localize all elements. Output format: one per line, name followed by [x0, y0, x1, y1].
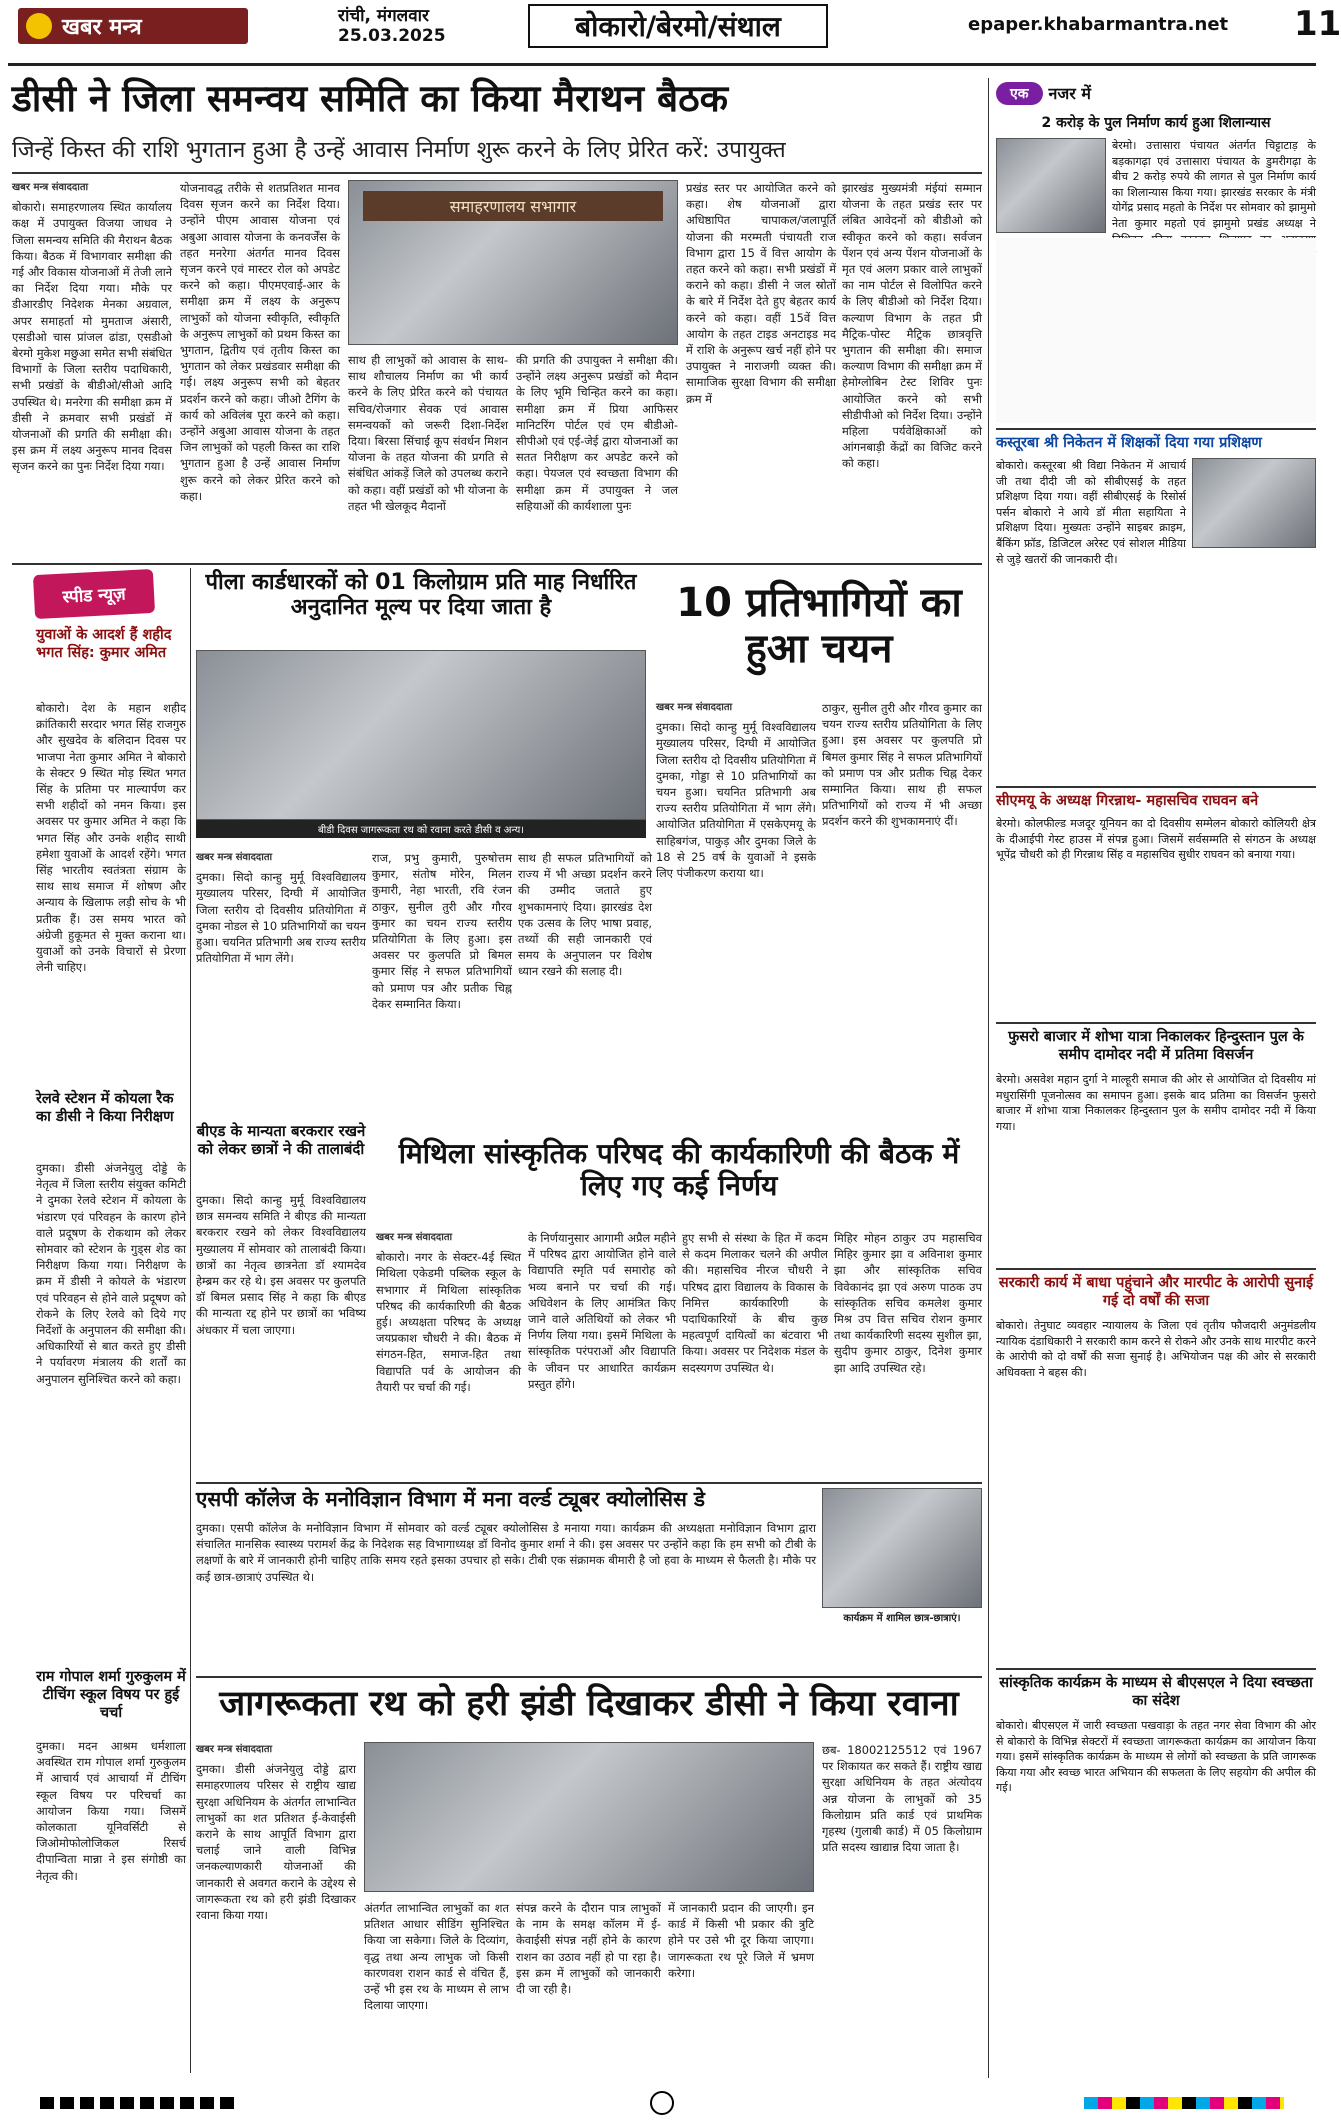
pratibha-column-2: ठाकुर, सुनील तुरी और गौरव कुमार का चयन राज्य स्तरीय प्रतियोगिता के लिए हुआ। इस अवसर पर कुलपति प्रो बिमल कुमार सिंह ने सफल प्रतिभागियों को प्रमाण पत्र और प्रतीक चिह्न देकर सम्मानित किया। साथ ही सफल प्रतिभागियों को राज्य में भी अच्छा प्रदर्शन करने की शुभकामनाएं दीं। — [822, 701, 982, 829]
divider — [996, 1022, 1316, 1024]
print-registration-bar — [0, 2088, 1324, 2118]
pratibha-column-1: खबर मन्त्र संवाददाता दुमका। सिदो कान्हु मुर्मू विश्वविद्यालय मुख्यालय परिसर, दिग्घी में आयोजित जिला स्तरीय दो दिवसीय प्रतियोगिता में दुमका, गोड्डा से 10 प्रतिभागियों का चयन हुआ। चयनित प्रतिभागी अब राज्य स्तरीय प्रतियोगिता में भाग लेंगे। आयोजित प्रतियोगिता में एसकेएमयू के साहिबगंज, पाकुड़ और दुमका जिले के 18 से 25 वर्ष के युवाओं ने इसके लिए पंजीकरण कराया था। — [656, 702, 816, 881]
color-bar-left — [40, 2097, 240, 2109]
tb-story: दुमका। एसपी कॉलेज के मनोविज्ञान विभाग में सोमवार को वर्ल्ड ट्यूबर क्योलोसिस डे मनाया गया। कार्यक्रम की अध्यक्षता मनोविज्ञान विभाग द्वारा संचालित मानसिक स्वास्थ्य परामर्श केंद्र के निदेशक सह विभागाध्यक्ष डॉ विनोद कुमार शर्मा ने की। इस अवसर पर उन्होंने कहा कि हम सभी को टीबी के लक्षणों के बारे में जानकारी होनी चाहिए ताकि समय रहते इसका उपचार हो सके। टीबी एक संक्रामक बीमारी है जो हवा के माध्यम से फैलती है। मौके पर कई छात्र-छात्राएं उपस्थित थे। — [196, 1521, 816, 1584]
divider — [196, 1482, 982, 1484]
rath-column-4: में जानकारी प्रदान की जाएगी। इन कार्ड में किसी भी प्रकार की त्रुटि होने पर उसे भी दूर किया जाएगा। जागरूकता रथ पूरे जिले में भ्रमण करेगा। — [668, 1901, 814, 1980]
mithila-column-2: के निर्णयानुसार आगामी अप्रैल महीने में परिषद द्वारा आयोजित होने वाले विद्यापति स्मृति पर्व समारोह को भव्य बनाने पर चर्चा की गई। अधिवेशन के लिए आमंत्रित किए जाने वाले अतिथियों को लेकर भी निर्णय लिया गया। इसमें मिथिला के सांस्कृतिक परंपराओं और विद्यापति के जीवन पर आधारित कार्यक्रम प्रस्तुत होंगे। — [528, 1231, 676, 1391]
lead-headline: डीसी ने जिला समन्वय समिति का किया मैराथन बैठक — [12, 77, 728, 120]
rath-headline: जागरूकता रथ को हरी झंडी दिखाकर डीसी ने किया रवाना — [219, 1684, 959, 1724]
nazar-tag: नजर में — [1048, 84, 1091, 103]
mithila-column-4: मिहिर मोहन ठाकुर उप महासचिव मिहिर कुमार झा व अविनाश कुमार झा और सांस्कृतिक सचिव विवेकानंद झा एवं अरुण पाठक उप सांस्कृतिक सचिव कमलेश कुमार मिश्र उप वित्त सचिव रोशन कुमार तथा कार्यकारिणी सदस्य सुशील झा, सुदीप कुमार ठाकुर, दिनेश कुमार झा आदि उपस्थित रहे। — [834, 1231, 982, 1375]
column-divider — [988, 78, 989, 2078]
masthead — [8, 0, 1341, 66]
rath-column-1: खबर मन्त्र संवाददाता दुमका। डीसी अंजनेयुलु दोड्डे द्वारा समाहरणालय परिसर से राष्ट्रीय खाद्य सुरक्षा अधिनियम के अंतर्गत लाभान्वित लाभुकों का शत प्रतिशत ई-केवाईसी कराने के साथ आपूर्ति विभाग द्वारा चलाई जाने वाली विभिन्न जनकल्याणकारी योजनाओं की जानकारी से अवगत कराने के उद्देश्य से जागरूकता रथ को हरी झंडी दिखाकर रवाना किया गया। — [196, 1744, 356, 1923]
divider — [996, 428, 1316, 430]
pratibha-column-4: राज, प्रभु कुमारी, पुरुषोत्तम कुमार, संतोष मोरेन, मिलन कुमारी, नेहा भारती, रवि रंजन ठाकुर, सुनील तुरी और गौरव कुमार का चयन राज्य स्तरीय प्रतियोगिता के लिए हुआ। इस अवसर पर कुलपति प्रो बिमल कुमार सिंह ने सफल प्रतिभागियों को प्रमाण पत्र और प्रतीक चिह्न देकर सम्मानित किया। — [372, 851, 512, 1011]
epaper-url[interactable]: epaper.khabarmantra.net — [968, 14, 1229, 35]
speed-headline-2: रेलवे स्टेशन में कोयला रैक का डीसी ने किया निरीक्षण — [36, 1091, 174, 1125]
rath-column-3: संपन्न करने के दौरान पात्र लाभुकों के नाम के समक्ष कॉलम में ई-केवाईसी संपन्न नहीं होने के कारण राशन का उठाव नहीं हो पा रहा है। इस क्रम में लाभुकों को जानकारी दी जा रही है। — [516, 1901, 661, 1997]
pratibha-column-3: खबर मन्त्र संवाददाता दुमका। सिदो कान्हु मुर्मू विश्वविद्यालय मुख्यालय परिसर, दिग्घी में आयोजित जिला स्तरीय दो दिवसीय प्रतियोगिता में दुमका नोडल से 10 प्रतिभागियों का चयन हुआ। चयनित प्रतिभागी अब राज्य स्तरीय प्रतियोगिता में भाग लेंगे। — [196, 852, 366, 966]
right-story-4: बेरमो। असवेश महान दुर्गा ने माल्हूरी समाज की ओर से आयोजित दो दिवसीय मां मधुरासिंगी पूजनोत्सव का समापन हुआ। इसके बाद प्रतिमा का विसर्जन फुसरो बाजार में शोभा यात्रा निकालकर हिन्दुस्तान पुल के समीप दामोदर नदी में किया गया। — [996, 1073, 1316, 1133]
bed-story: दुमका। सिदो कान्हु मुर्मू विश्वविद्यालय छात्र समन्वय समिति ने बीएड की मान्यता बरकरार रखने को लेकर विश्वविद्यालय मुख्यालय में सोमवार को तालाबंदी किया। छात्रों का नेतृत्व छात्रनेता डॉ श्यामदेव हेम्ब्रम कर रहे थे। इस अवसर पर कुलपति डॉ बिमल प्रसाद सिंह ने कहा कि बीएड की मान्यता रद्द होने पर छात्रों का भविष्य अंधकार में चला जाएगा। — [196, 1193, 366, 1337]
lead-column-3: साथ ही लाभुकों को आवास के साथ- साथ शौचालय निर्माण का भी कार्य करने के लिए प्रेरित करने को पंचायत सचिव/रोजगार सेवक एवं आवास समन्वयकों को जरूरी दिशा-निर्देश दिया। बिरसा सिंचाई कूप संवर्धन मिशन योजना के तहत योजना की प्रगति से संबंधित आंकड़ें जिले को उपलब्ध कराने को कहा। वहीं प्रखंडों को भी योजना के तहत भी खेलकूद मैदानों — [348, 353, 508, 513]
speed-story-3: दुमका। मदन आश्रम धर्मशाला अवस्थित राम गोपाल शर्मा गुरुकुलम में आचार्य एवं आचार्या में टीचिंग स्कूल विषय पर परिचर्चा का आयोजन किया गया। जिसमें कोलकाता यूनिवर्सिटी से जिओमोफोलोजिकल रिसर्च दीपान्विता मान्ना ने इस संगोष्ठी का नेतृत्व की। — [36, 1739, 186, 1883]
speed-news-badge: स्पीड न्यूज़ — [33, 569, 155, 619]
logo-mark-icon — [26, 13, 52, 39]
lead-subheadline: जिन्हें किस्त की राशि भुगतान हुआ है उन्हें आवास निर्माण शुरू करने के लिए प्रेरित करें: उपायुक्त — [12, 137, 786, 163]
right-headline-3: सीएमयू के अध्यक्ष गिरन्नाथ- महासचिव राघवन बने — [996, 793, 1259, 809]
divider — [996, 1668, 1316, 1670]
speed-headline-1: युवाओं के आदर्श हैं शहीद भगत सिंह: कुमार अमित — [36, 627, 172, 661]
speed-story-2: दुमका। डीसी अंजनेयुलु दोड्डे के नेतृत्व में जिला स्तरीय संयुक्त कमिटी ने दुमका रेलवे स्टेशन में कोयला के भंडारण एवं परिवहन के कारण होने वाले प्रदूषण के रोकथाम को लेकर सोमवार को स्टेशन के गुड्स शेड का निरीक्षण किया गया। निरीक्षण के क्रम में डीसी ने कोयले के भंडारण एवं परिवहन से होने वाले प्रदूषण को रोकने के लिए रेलवे को दिये गए निर्देशों के अनुपालन की समीक्षा की। अधिकारियों से बात करते हुए डीसी ने पर्यावरण मंत्रालय की शर्तों का अनुपालन सुनिश्चित करने को कहा। — [36, 1161, 186, 1386]
right-story-3: बेरमो। कोलफील्ड मजदूर यूनियन का दो दिवसीय सम्मेलन बोकारो कोलियरी क्षेत्र के दीआईपी गेस्ट हाउस में संपन्न हुआ। जिसमें सर्वसम्मति से संगठन के अध्यक्ष भूपेंद्र चौधरी को ही गिरन्नाथ सिंह व महासचिव सुधीर राघवन को बनाया गया। — [996, 817, 1316, 862]
divider — [996, 1268, 1316, 1270]
divider — [996, 786, 1316, 788]
right-headline-2: कस्तूरबा श्री निकेतन में शिक्षकों दिया गया प्रशिक्षण — [996, 435, 1262, 451]
ek-nazar-banner — [996, 80, 1316, 106]
lead-column-6: झारखंड मुख्यमंत्री मंईयां सम्मान योजना के तहत प्रखंड स्तर पर लंबित आवेदनों को बीडीओ को स्वीकृत करने को कहा। सर्वजन पेंशन एवं अन्य पेंशन योजनाओं के मृत एवं अलग प्रकार वाले लाभुकों का नाम पोर्टल से विलोपित करने के लिए बीडीओ को निर्देश दिया। कल्याण विभाग के तहत प्री मैट्रिक-पोस्ट मैट्रिक छात्रवृत्ति भुगतान की समीक्षा की। समाज कल्याण विभाग की समीक्षा क्रम में हेमोग्लोबिन टेस्ट शिविर पुनः आयोजित करने को सभी सीडीपीओ को निर्देश दिया। उन्होंने महिला पर्यवेक्षिकाओं को आंगनबाड़ी केंद्रों का विजिट करने को कहा। — [842, 181, 982, 471]
mithila-column-1: खबर मन्त्र संवाददाता बोकारो। नगर के सेक्टर-4ई स्थित मिथिला एकेडमी पब्लिक स्कूल के सभागार में मिथिला सांस्कृतिक परिषद की कार्यकारिणी की बैठक हुई। अध्यक्षता परिषद के अध्यक्ष जयप्रकाश चौधरी ने की। बैठक में संगठन-हित, समाज-हित तथा विद्यापति पर्व के आयोजन की तैयारी पर चर्चा की गई। — [376, 1232, 521, 1394]
rath-photo — [364, 1742, 814, 1892]
pratibha-column-5: साथ ही सफल प्रतिभागियों को राज्य में भी अच्छा प्रदर्शन करने की उम्मीद जताते हुए शुभकामनाएं दिया। झारखंड देश एक उत्सव के लिए भाषा प्रवाह, तथ्यों की सही जानकारी एवं समय के अनुपालन पर विशेष ध्यान रखने की सलाह दी। — [518, 851, 652, 979]
right-story-1-cont — [996, 238, 1316, 423]
column-divider — [190, 568, 191, 2073]
mithila-column-3: हुए सभी से संस्था के हित में कदम से कदम मिलाकर चलने की अपील की। महासचिव नीरज चौधरी ने परिषद द्वारा विद्यालय के विकास के निमित्त कार्यकारिणी के पदाधिकारियों के बीच कुछ महत्वपूर्ण दायित्वों का बंटवारा भी किया। अवसर पर निदेशक मंडल के सदस्यगण उपस्थित थे। — [682, 1231, 828, 1375]
tb-photo — [822, 1488, 982, 1608]
tb-headline: एसपी कॉलेज के मनोविज्ञान विभाग में मना वर्ल्ड ट्यूबर क्योलोसिस डे — [196, 1487, 705, 1511]
meeting-photo — [348, 180, 678, 345]
speed-headline-3: राम गोपाल शर्मा गुरुकुलम में टीचिंग स्कूल विषय पर हुई चर्चा — [36, 1669, 186, 1721]
lead-column-2: योजनावद्ध तरीके से शतप्रतिशत मानव दिवस सृजन करने का निर्देश दिया। उन्होंने पीएम आवास योजना एवं अबुआ आवास योजना के कनवर्जेंस के तहत मनरेगा अंतर्गत मानव दिवस सृजन करने एवं मास्टर रोल को अपडेट करने को कहा। पीएमएवाई-आर के समीक्षा क्रम में लक्ष्य के अनुरूप लाभुकों को योजना स्वीकृति, स्वीकृति के अनुरूप लाभुकों को प्रथम किस्त का भुगतान, द्वितीय एवं तृतीय किस्त का भुगतान को लेकर प्रखंडवार समीक्षा की गई। लक्ष्य अनुरूप सभी को बेहतर प्रदर्शन करने को कहा। जीओ टैगिंग के कार्य को अविलंब पूरा करने को कहा। उन्होंने अबुआ आवास योजना के तहत जिन लाभुकों को पहली किस्त का राशि भुगतान हुआ है उन्हें आवास निर्माण शुरू करने को लेकर प्रेरित करने को कहा। — [180, 181, 340, 503]
bed-headline: बीएड के मान्यता बरकरार रखने को लेकर छात्रों ने की तालाबंदी — [196, 1122, 366, 1158]
divider — [12, 172, 982, 174]
lead-column-5: प्रखंड स्तर पर आयोजित करने को कहा। शेष योजनाओं द्वारा अधिष्ठापित चापाकल/जलापूर्ति योजना की मरम्मती पंचायती राज विभाग द्वारा 15 वें वित्त आयोग के तहत करने को कहा। सभी प्रखंडों में कराने को कहा। डीसी ने जल स्रोतों के बारे में निर्देश देते हुए बेहतर कार्य करने को कहा। वहीं 15वें वित्त आयोग के तहत टाइड अनटाइड मद में राशि के अनुरूप खर्च नहीं होने पर उपायुक्त ने नाराजगी व्यक्त की। सामाजिक सुरक्षा विभाग की समीक्षा क्रम में — [686, 181, 836, 406]
photo-banner: समाहरणालय सभागार — [363, 191, 663, 221]
registration-mark-icon — [650, 2091, 674, 2115]
divider — [12, 563, 982, 565]
tb-photo-caption: कार्यक्रम में शामिल छात्र-छात्राएं। — [822, 1608, 982, 1626]
color-bar-right — [1084, 2097, 1284, 2109]
rath-column-5: छब- 18002125512 एवं 1967 पर शिकायत कर सकते हैं। राष्ट्रीय खाद्य सुरक्षा अधिनियम के तहत अंत्योदय अन्न योजना के लाभुकों को 35 किलोग्राम प्रति कार्ड एवं प्राथमिक गृहस्थ (गुलाबी कार्ड) में 05 किलोग्राम प्रति सदस्य खाद्यान्न दिया जाता है। — [822, 1743, 982, 1855]
right-headline-1: 2 करोड़ के पुल निर्माण कार्य हुआ शिलान्यास — [1041, 115, 1271, 131]
kard-photo — [196, 650, 646, 820]
pratibha-headline: 10 प्रतिभागियों का हुआ चयन — [676, 580, 962, 672]
ek-tag: एक — [996, 82, 1043, 105]
lead-column-1: खबर मन्त्र संवाददाता बोकारो। समाहरणालय स्थित कार्यालय कक्ष में उपायुक्त विजया जाधव ने जिला समन्वय समिति की मैराथन बैठक किया। बैठक में विभागवार समीक्षा की गई और विकास योजनाओं में तेजी लाने का निर्देश दिया गया। मौके पर डीआरडीए निदेशक मेनका अग्रवाल, अपर समाहर्ता मो मुमताज अंसारी, एसडीओ चास प्रांजल ढांडा, एसडीओ बेरमो मुकेश मछुआ समेत सभी संबंधित विभागों के जिला स्तरीय पदाधिकारी, सभी प्रखंडों के बीडीओ/सीओ आदि उपस्थित थे। मनरेगा की समीक्षा क्रम में डीसी ने क्रमवार सभी प्रखंडों में योजनाओं की प्रगति की समीक्षा की। इस क्रम में लक्ष्य अनुरूप मानव दिवस सृजन करने का पुनः निर्देश दिया गया। — [12, 182, 172, 474]
right-story-2: बोकारो। कस्तूरबा श्री विद्या निकेतन में आचार्य जी तथा दीदी जी को सीबीएसई के तहत प्रशिक्षण दिया गया। वहीं सीबीएसई के रिसोर्स पर्सन बोकारो ने आये डॉ मीता सहायिता ने प्रशिक्षण दिया। मुख्यतः उन्होंने साइबर क्राइम, बैंकिंग फ्रॉड, डिजिटल अरेस्ट एवं सोशल मीडिया से जुड़े खतरों की जानकारी दी। — [996, 459, 1186, 566]
right-story-6: बोकारो। बीएसएल में जारी स्वच्छता पखवाड़ा के तहत नगर सेवा विभाग की ओर से बोकारो के विभिन्न सेक्टरों में स्वच्छता जागरूकता कार्यक्रम का आयोजन किया गया। इसमें सांस्कृतिक कार्यक्रम के माध्यम से लोगों को स्वच्छता के प्रति जागरूक किया गया और स्वच्छ भारत अभियान की सफलता के लिए सहयोग की अपील की गई। — [996, 1719, 1316, 1795]
rath-column-2: अंतर्गत लाभान्वित लाभुकों का शत प्रतिशत आधार सीडिंग सुनिश्चित किया जा सकेगा। जिले के दिव्यांग, वृद्ध तथा अन्य लाभुक जो किसी कारणवश राशन कार्ड से वंचित हैं, उन्हें भी इस रथ के माध्यम से लाभ दिलाया जाएगा। — [364, 1901, 509, 2013]
kard-photo-caption: बीडी दिवस जागरूकता रथ को रवाना करते डीसी व अन्य। — [196, 820, 646, 838]
bridge-photo — [996, 138, 1106, 233]
right-story-5: बोकारो। तेनुघाट व्यवहार न्यायालय के जिला एवं तृतीय फौजदारी अनुमंडलीय न्यायिक दंडाधिकारी ने सरकारी काम करने से रोकने और उनके साथ मारपीट करने के आरोपी को दो वर्षों की सजा सुनाई है। अभियोजन पक्ष की ओर से सरकारी अधिवक्ता ने बहस की। — [996, 1319, 1316, 1379]
right-headline-4: फुसरो बाजार में शोभा यात्रा निकालकर हिन्दुस्तान पुल के समीप दामोदर नदी में प्रतिमा विसर्जन — [1008, 1029, 1304, 1063]
right-headline-5: सरकारी कार्य में बाधा पहुंचाने और मारपीट के आरोपी सुनाई गई दो वर्षों की सजा — [998, 1275, 1314, 1309]
right-story-1: बेरमो। उत्तासारा पंचायत अंतर्गत चिट्टाटाड़ के बड़कागढ़ा एवं उत्तासारा पंचायत के डुमरीगढ़ा के बीच 2 करोड़ रुपये की लागत से पुल निर्माण कार्य का शिलान्यास किया गया। झारखंड सरकार के मंत्री योगेंद्र प्रसाद महतो के निर्देश पर सोमवार को झामुमो नेता कुमार महतो एवं झामुमो प्रखंड अध्यक्ष ने — [1112, 139, 1316, 230]
section-title: बोकारो/बेरमो/संथाल — [528, 4, 828, 48]
kard-headline: पीला कार्डधारकों को 01 किलोग्राम प्रति माह निर्धारित अनुदानित मूल्य पर दिया जाता है — [205, 570, 637, 621]
brand-logo: खबर मन्त्र — [18, 8, 248, 44]
speed-story-1: बोकारो। देश के महान शहीद क्रांतिकारी सरदार भगत सिंह राजगुरु और सुखदेव के बलिदान दिवस पर भाजपा नेता कुमार अमित ने बोकारो के सेक्टर 9 स्थित मोड़ स्थित भगत सिंह के प्रतिमा पर माल्यार्पण कर सभी शहीदों को नमन किया। इस अवसर पर कुमार अमित ने कहा कि भगत सिंह और उनके शहीद साथी हमेशा युवाओं के आदर्श रहेंगे। भगत सिंह भारतीय स्वतंत्रता संग्राम के साथ साथ समाज में शोषण और अन्याय के खिलाफ लड़ी सोच के भी प्रतीक हैं। उस समय भारत को अंग्रेजी हुकूमत से मुक्त कराना था। युवाओं को उनके विचारों से प्रेरणा लेनी चाहिए। — [36, 701, 186, 975]
mithila-headline: मिथिला सांस्कृतिक परिषद की कार्यकारिणी की बैठक में लिए गए कई निर्णय — [398, 1137, 960, 1203]
training-photo — [1192, 458, 1316, 548]
dateline: रांची, मंगलवार 25.03.2025 — [338, 6, 446, 46]
lead-column-4: की प्रगति की उपायुक्त ने समीक्षा की। उन्होंने लक्ष्य अनुरूप प्रखंडों को मैदान के लिए भूमि चिन्हित करने का कहा। समीक्षा क्रम में प्रिया आफिसर मानिटरिंग पोर्टल एवं एम बीडीओ-सीपीओ एवं एई-जेई द्वारा योजनाओं का सतत निरीक्षण कर अपडेट करने को कहा। पेयजल एवं स्वच्छता विभाग की समीक्षा क्रम में उपायुक्त ने जल सहियाओं की कार्यशाला पुनः — [516, 353, 678, 513]
right-headline-6: सांस्कृतिक कार्यक्रम के माध्यम से बीएसएल ने दिया स्वच्छता का संदेश — [999, 1675, 1313, 1709]
page-number: 11 — [1294, 4, 1341, 44]
divider — [196, 1676, 982, 1678]
